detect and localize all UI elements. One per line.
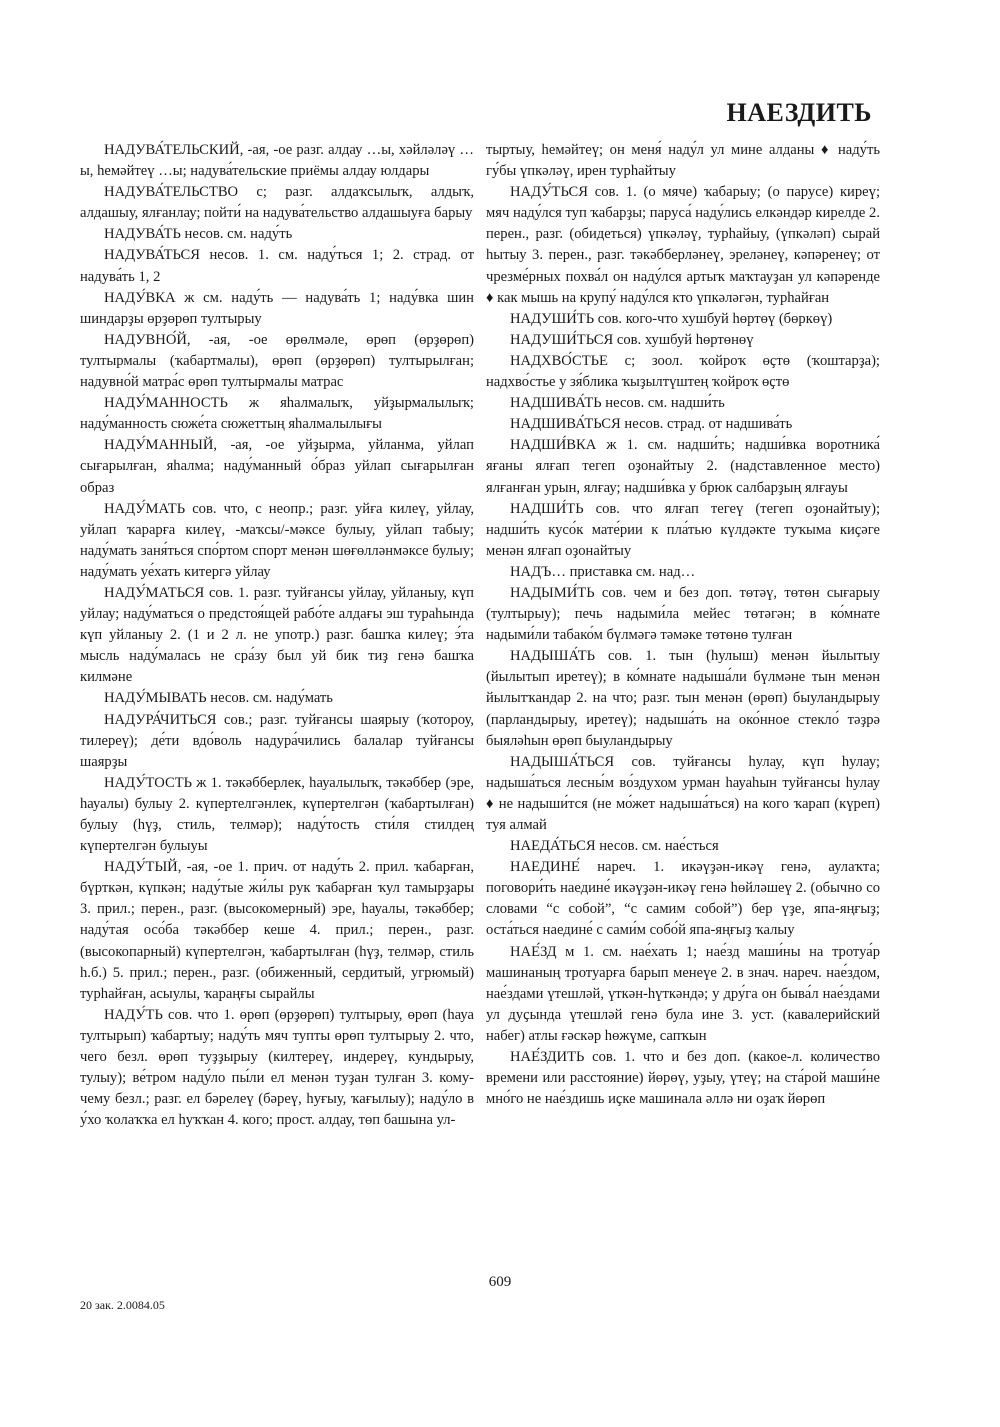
dictionary-entry: НАДУВА́ТЕЛЬСКИЙ, -ая, -ое разг. алдау …ы, хәйләләү …ы, һемәйтеү …ы; надува́тельские приёмы алдау юлдары bbox=[80, 142, 474, 180]
dictionary-entry: НАДЫША́ТЬ сов. 1. тын (һулыш) менән йылытыу (йылытып иретеү); в ко́мнате надыша́ли бүлмәне тын менән йылытҡандар 2. на что; разг. тын менән (өрөп) быуландырыу (парландырыу, иретеү); надыша́ть на око́нное стекло́ тәҙрә быяләһын өрөп быуландырыу bbox=[486, 648, 880, 749]
dictionary-entry: НАДШИ́ТЬ сов. что ялғап тегеү (тегеп оҙонайтыу); надши́ть кусо́к мате́рии к пла́тью күлдәкте туҡыма киҫәге менән ялғап оҙонайтыу bbox=[486, 500, 880, 559]
dictionary-entry: НАДУ́ВКА ж см. наду́ть — надува́ть 1; наду́вка шин шиндарҙы өрҙөрөп тултырыу bbox=[80, 289, 474, 327]
dictionary-entry: НАЕДИНЕ́ нареч. 1. икәүҙән-икәү генә, аулаҡта; поговори́ть наедине́ икәүҙән-икәү генә һөйләшеү 2. (обычно со словами “с собой”, “с самим собой”) бер үҙе, япа-яңғыҙ; оста́ться наедине́ с сами́м собо́й япа-яңғыҙ ҡалыу bbox=[486, 859, 880, 939]
dictionary-entry: НАДУВА́ТЕЛЬСТВО с; разг. алдаҡсылыҡ, алдыҡ, алдашыу, ялғанлау; пойти́ на надува́тельство алдашыуға барыу bbox=[80, 184, 474, 222]
dictionary-entry: НАДУ́МАТЬ сов. что, с неопр.; разг. уйға килеү, уйлау, уйлап ҡарарға килеү, -маҡсы/-мәксе булыу, уйлап табыу; наду́мать заня́ться спо́ртом спорт менән шөғөлләнмәксе булыу; наду́мать уе́хать китергә уйлау bbox=[80, 500, 474, 580]
right-column bbox=[486, 140, 880, 1110]
page-number: 609 bbox=[488, 1274, 512, 1290]
dictionary-entry: НАЕ́ЗДИТЬ сов. 1. что и без доп. (какое-л. количество времени или расстояние) йөрөү, уҙыу, үтеү; на ста́рой маши́не мно́го не нае́здишь иҫке машинала әллә ни оҙаҡ йөрөп bbox=[486, 1049, 880, 1108]
dictionary-entry: НАДШИВА́ТЬСЯ несов. страд. от надшива́ть bbox=[510, 416, 793, 433]
dictionary-entry: НАДУШИ́ТЬ сов. кого-что хушбуй һөртөү (бөркөү) bbox=[510, 310, 833, 327]
dictionary-entry: НАЕ́ЗД м 1. см. нае́хать 1; нае́зд маши́ны на тротуа́р машинаның тротуарға барып менеүе 2. в знач. нареч. нае́здом, нае́здами үтешләй, үткән-һүткәндә; у дру́га он быва́л нае́здами ул дуҫында үтешләй генә була ине 3. уст. (кавалерийский набег) атлы ғәскәр һөжүме, сапҡын bbox=[486, 943, 880, 1044]
dictionary-entry: НАДУВНО́Й, -ая, -ое өрөлмәле, өрөп (өрҙөрөп) тултырмалы (ҡабартмалы), өрөп (өрҙөрөп) тултырылған; надувно́й матра́с өрөп тултырмалы матрас bbox=[80, 331, 474, 391]
dictionary-entry: НАДУ́ТЬ сов. что 1. өрөп (өрҙөрөп) тултырыу, өрөп (һауа тултырып) ҡабартыу; наду́ть мяч тупты өрөп тултырыу 2. что, чего безл. өрөп туҙҙырыу (килтереү, индереү, кундырыу, тулыу); ве́тром наду́ло пы́ли ел менән туҙан тулған 3. кому-чему безл.; разг. ел бәрелеү (бәреү, һуғыу, ҡағылыу); наду́ло в у́хо ҡолаҡҡа ел һуҡҡан 4. кого; прост. алдау, төп башына ул- bbox=[80, 1006, 474, 1129]
printer-imprint: 20 зак. 2.0084.05 bbox=[80, 1298, 165, 1312]
dictionary-entry: НАДЪ… приставка см. над… bbox=[510, 563, 696, 580]
dictionary-entry: НАДУ́МАТЬСЯ сов. 1. разг. туйғансы уйлау, уйланыу, күп уйлау; наду́маться о предстоя́щей рабо́те алдағы эш тураһында күп уйланыу 2. (1 и 2 л. не употр.) разг. башҡа килеү; э́та мысль наду́малась не сра́зу был уй бик тиҙ генә башҡа килмәне bbox=[80, 584, 474, 686]
dictionary-entry: НАДУ́МАННЫЙ, -ая, -ое уйҙырма, уйланма, уйлап сығарылған, яһалма; наду́манный о́браз уйлап сығарылған образ bbox=[80, 437, 474, 496]
dictionary-entry: НАДУВА́ТЬ несов. см. наду́ть bbox=[104, 226, 293, 243]
dictionary-entry-continued: тыртыу, һемәйтеү; он меня́ наду́л ул мине алданы ♦ наду́ть гу́бы үпкәләү, ирен турһайтыу bbox=[486, 142, 880, 180]
dictionary-entry: НАЕДА́ТЬСЯ несов. см. нае́сться bbox=[510, 838, 719, 855]
dictionary-entry: НАДУ́МЫВАТЬ несов. см. наду́мать bbox=[104, 690, 333, 707]
dictionary-entry: НАДЫША́ТЬСЯ сов. туйғансы һулау, күп һулау; надыша́ться лесны́м во́здухом урман һауаһын туйғансы һулау ♦ не надыши́тся (не мо́жет надыша́ться) на кого ҡарап (күреп) туя алмай bbox=[486, 753, 880, 833]
dictionary-entry: НАДУ́ТОСТЬ ж 1. тәкәбберлек, һауалылыҡ, тәкәббер (эре, һауалы) булыу 2. күпертелгәнлек, күпертелгән (ҡабартылған) булыу (һүҙ, стиль, телмәр); наду́тость сти́ля стилдең күпертелгән булыуы bbox=[80, 774, 474, 855]
dictionary-entry: НАДУ́ТЬСЯ сов. 1. (о мяче) ҡабарыу; (о парусе) киреү; мяч наду́лся туп ҡабарҙы; паруса́ наду́лись елкәндәр кирелде 2. перен., разг. (обидеться) үпкәләү, турһайыу, (үпкәләп) сырай һытыу 3. перен., разг. тәкәбберләнеү, эреләнеү, кәпәренеү; от чрезме́рных похва́л он наду́лся артыҡ маҡтауҙан ул кәпәренде ♦ как мышь на крупу́ наду́лся кто үпкәләгән, турһайған bbox=[486, 184, 880, 306]
dictionary-entry: НАДШИ́ВКА ж 1. см. надши́ть; надши́вка воротника́ яғаны ялғап тегеп оҙонайтыу 2. (надставленное место) ялғанған урын, ялғау; надши́вка у брюк салбарҙың ялғауы bbox=[486, 437, 880, 496]
dictionary-entry: НАДУ́ТЫЙ, -ая, -ое 1. прич. от наду́ть 2. прил. ҡабарған, бүрткән, күпкән; наду́тые жи́лы рук ҡабарған ҡул тамырҙары 3. прил.; перен., разг. (высокомерный) эре, һауалы, тәкәббер; наду́тая осо́ба тәкәббер кеше 4. прил.; перен., разг. (высокопарный) күпертелгән, ҡабартылған (һүҙ, телмәр, стиль һ.б.) 5. прил.; перен., разг. (обиженный, сердитый, угрюмый) турһайған, асыулы, ҡараңғы сырайлы bbox=[80, 859, 474, 1002]
dictionary-entry: НАДУ́МАННОСТЬ ж яһалмалыҡ, уйҙырмалылыҡ; наду́манность сюже́та сюжеттың яһалмалылығы bbox=[80, 395, 474, 433]
left-column bbox=[80, 140, 474, 1131]
dictionary-entry: НАДУРА́ЧИТЬСЯ сов.; разг. туйғансы шаярыу (ҡотороу, тилереү); де́ти вдо́воль надура́чились балалар туйғансы шаярҙы bbox=[80, 711, 474, 770]
dictionary-entry: НАДУШИ́ТЬСЯ сов. хушбуй һөртөнөү bbox=[510, 331, 754, 348]
dictionary-entry: НАДУВА́ТЬСЯ несов. 1. см. наду́ться 1; 2. страд. от надува́ть 1, 2 bbox=[80, 247, 474, 285]
dictionary-entry: НАДХВО́СТЬЕ с; зоол. ҡойроҡ өҫтө (ҡоштарҙа); надхво́стье у зя́блика ҡыҙылтүштең ҡойроҡ өҫтө bbox=[486, 352, 880, 391]
dictionary-entry: НАДШИВА́ТЬ несов. см. надши́ть bbox=[510, 395, 725, 412]
dictionary-entry: НАДЫМИ́ТЬ сов. чем и без доп. төтәү, төтөн сығарыу (тултырыу); печь надыми́ла мейес төтәгән; в ко́мнате надыми́ли табако́м бүлмәгә тәмәке төтөнө тулған bbox=[486, 584, 880, 644]
running-head: НАЕЗДИТЬ bbox=[726, 98, 872, 127]
